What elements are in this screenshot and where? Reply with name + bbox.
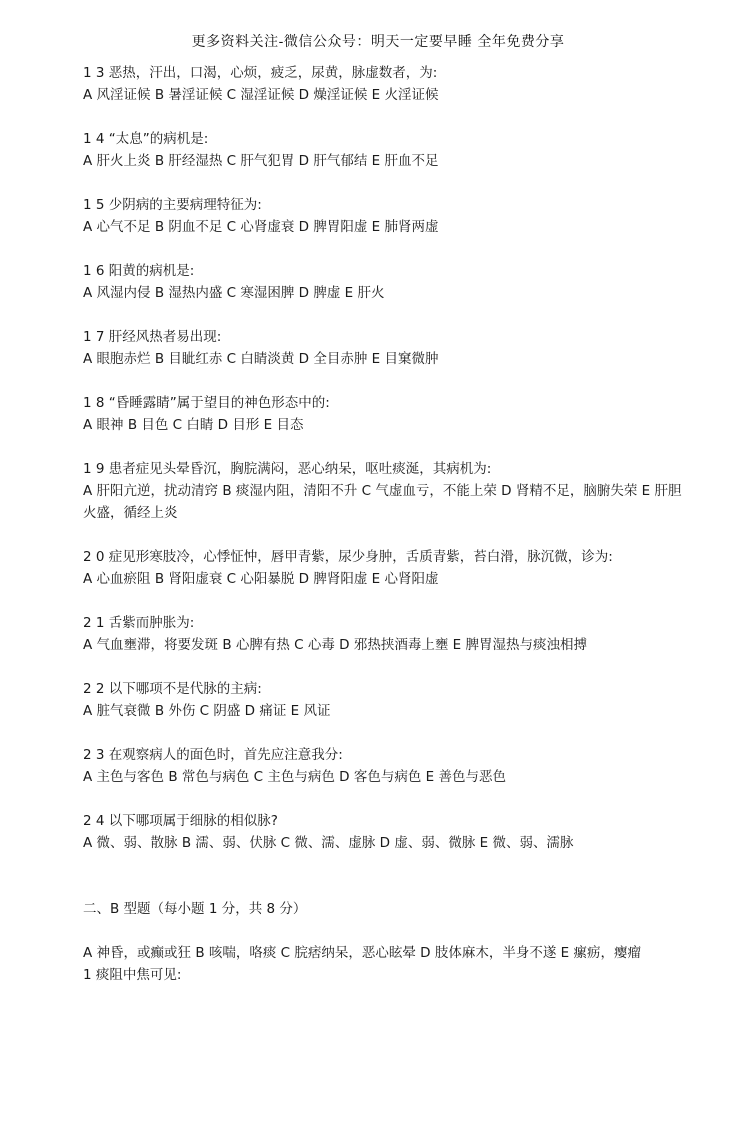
b-type-shared-options: A 神昏，或癫或狂 B 咳喘，咯痰 C 脘痞纳呆，恶心眩晕 D 肢体麻木，半身不遂 E 瘰疬，瘿瘤 xyxy=(83,945,641,961)
question-stem: 1 8 “昏睡露睛”属于望目的神色形态中的: xyxy=(83,395,330,411)
question-23 xyxy=(83,744,683,788)
question-stem: 1 9 患者症见头晕昏沉，胸脘满闷，恶心纳呆，呕吐痰涎，其病机为: xyxy=(83,461,492,477)
question-24 xyxy=(83,810,683,854)
question-options: A 眼胞赤烂 B 目眦红赤 C 白睛淡黄 D 全目赤肿 E 目窠微肿 xyxy=(83,351,439,367)
question-options: A 心气不足 B 阴血不足 C 心肾虚衰 D 脾胃阳虚 E 肺肾两虚 xyxy=(83,219,439,235)
question-stem: 2 2 以下哪项不是代脉的主病: xyxy=(83,681,262,697)
question-15 xyxy=(83,194,683,238)
question-16 xyxy=(83,260,683,304)
document-body xyxy=(83,62,683,986)
b-type-question-1: 1 痰阻中焦可见: xyxy=(83,967,182,983)
question-stem: 2 0 症见形寒肢冷，心悸怔忡，唇甲青紫，尿少身肿，舌质青紫，苔白滑，脉沉微，诊为: xyxy=(83,549,613,565)
question-22 xyxy=(83,678,683,722)
question-18 xyxy=(83,392,683,436)
page-header: 更多资料关注-微信公众号：明天一定要早睡 全年免费分享 xyxy=(191,34,565,50)
question-options: A 主色与客色 B 常色与病色 C 主色与病色 D 客色与病色 E 善色与恶色 xyxy=(83,769,506,785)
question-stem: 1 5 少阴病的主要病理特征为: xyxy=(83,197,262,213)
section-title: 二、B 型题（每小题 1 分，共 8 分） xyxy=(83,901,307,917)
question-20 xyxy=(83,546,683,590)
question-14 xyxy=(83,128,683,172)
question-19 xyxy=(83,458,683,524)
question-21 xyxy=(83,612,683,656)
question-options: A 肝阳亢逆，扰动清窍 B 痰湿内阻，清阳不升 C 气虚血亏，不能上荣 D 肾精不足，脑腑失荣 E 肝胆火盛，循经上炎 xyxy=(83,483,682,521)
question-options: A 风湿内侵 B 湿热内盛 C 寒湿困脾 D 脾虚 E 肝火 xyxy=(83,285,385,301)
question-options: A 肝火上炎 B 肝经湿热 C 肝气犯胃 D 肝气郁结 E 肝血不足 xyxy=(83,153,439,169)
question-17 xyxy=(83,326,683,370)
question-options: A 心血瘀阻 B 肾阳虚衰 C 心阳暴脱 D 脾肾阳虚 E 心肾阳虚 xyxy=(83,571,439,587)
question-stem: 1 4 “太息”的病机是: xyxy=(83,131,209,147)
question-stem: 2 3 在观察病人的面色时，首先应注意我分: xyxy=(83,747,343,763)
question-options: A 气血壅滞，将要发斑 B 心脾有热 C 心毒 D 邪热挟酒毒上壅 E 脾胃湿热与痰浊相搏 xyxy=(83,637,587,653)
question-13 xyxy=(83,62,683,106)
question-stem: 1 3 恶热，汗出，口渴，心烦，疲乏，尿黄，脉虚数者，为: xyxy=(83,65,438,81)
question-options: A 脏气衰微 B 外伤 C 阴盛 D 痛证 E 风证 xyxy=(83,703,331,719)
question-options: A 眼神 B 目色 C 白睛 D 目形 E 目态 xyxy=(83,417,304,433)
question-stem: 2 4 以下哪项属于细脉的相似脉? xyxy=(83,813,278,829)
question-stem: 1 6 阳黄的病机是: xyxy=(83,263,195,279)
question-options: A 风淫证候 B 暑淫证候 C 湿淫证候 D 燥淫证候 E 火淫证候 xyxy=(83,87,439,103)
question-options: A 微、弱、散脉 B 濡、弱、伏脉 C 微、濡、虚脉 D 虚、弱、微脉 E 微、弱、濡脉 xyxy=(83,835,574,851)
question-stem: 1 7 肝经风热者易出现: xyxy=(83,329,222,345)
question-stem: 2 1 舌紫而肿胀为: xyxy=(83,615,195,631)
